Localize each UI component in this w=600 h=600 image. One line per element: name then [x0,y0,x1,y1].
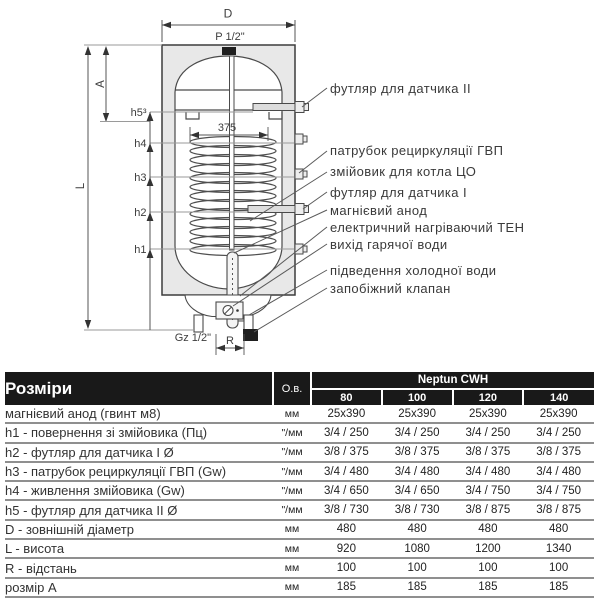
row-value: 3/4 / 250 [453,423,524,442]
row-value: 3/8 / 730 [382,500,453,519]
table-title: Розміри [5,372,273,405]
table-row [5,462,594,481]
sensor-sleeve-2 [253,102,309,113]
table-row [5,539,594,558]
dim-label-P: P 1/2" [215,31,245,43]
model-header-80: 80 [311,389,382,405]
table-row [5,578,594,597]
row-value: 3/4 / 750 [453,481,524,500]
dimensions-table [5,372,594,598]
dim-label-h1: h1 [134,244,147,256]
dim-label-A: A [95,80,107,88]
row-value: 100 [382,558,453,577]
callout-label: футляр для датчика I [330,185,467,200]
dim-label-L: L [75,182,87,190]
row-value: 480 [382,520,453,539]
dim-label-h3: h3 [134,172,147,184]
row-value: 185 [382,578,453,597]
cold-water-stub [194,315,203,332]
series-header: Neptun CWH [311,372,594,389]
spec-table-body [5,405,594,597]
callout-label: змійовик для котла ЦО [330,164,477,179]
row-value: 100 [523,558,594,577]
row-value: 25x390 [382,405,453,423]
row-value: 1080 [382,539,453,558]
callout-label: електричний нагріваючий ТЕН [330,220,525,235]
dim-label-h2: h2 [134,207,147,219]
row-value: 3/8 / 730 [311,500,382,519]
row-value: 3/8 / 375 [523,443,594,462]
callout-label: футляр для датчика II [330,81,471,96]
row-name: R - відстань [5,558,273,577]
row-unit: мм [273,539,311,558]
row-value: 1340 [523,539,594,558]
model-header-120: 120 [453,389,524,405]
sensor-sleeve-1 [248,204,309,215]
row-unit: "/мм [273,443,311,462]
row-unit: мм [273,558,311,577]
row-value: 185 [523,578,594,597]
row-unit: мм [273,520,311,539]
row-name: h3 - патрубок рециркуляції ГВП (Gw) [5,462,273,481]
unit-column-header: О.в. [273,372,311,405]
row-value: 3/4 / 480 [523,462,594,481]
table-row [5,423,594,442]
row-unit: мм [273,578,311,597]
row-value: 3/4 / 250 [523,423,594,442]
dim-label-R: R [226,335,234,347]
dim-label-Gz: Gz 1/2" [174,332,211,344]
row-value: 3/8 / 875 [453,500,524,519]
row-value: 3/4 / 480 [382,462,453,481]
row-value: 3/8 / 875 [523,500,594,519]
dimension-h-ladder [147,112,154,330]
dim-label-h5: h5³ [130,107,147,119]
row-value: 25x390 [523,405,594,423]
row-value: 3/4 / 250 [382,423,453,442]
table-row [5,481,594,500]
row-value: 3/4 / 480 [311,462,382,481]
callout-label: запобіжний клапан [330,281,451,296]
row-name: h2 - футляр для датчика I Ø [5,443,273,462]
row-value: 25x390 [453,405,524,423]
callout-label: вихід гарячої води [330,237,448,252]
row-unit: "/мм [273,500,311,519]
callout-label: магнієвий анод [330,203,428,218]
row-value: 3/4 / 250 [311,423,382,442]
dim-label-D: D [223,6,233,21]
row-value: 3/8 / 375 [382,443,453,462]
table-header [5,372,594,405]
row-value: 3/4 / 480 [453,462,524,481]
row-value: 100 [311,558,382,577]
row-value: 185 [311,578,382,597]
row-value: 3/4 / 750 [523,481,594,500]
row-name: магнієвий анод (гвинт м8) [5,405,273,423]
row-unit: мм [273,405,311,423]
row-value: 100 [453,558,524,577]
row-name: розмір A [5,578,273,597]
model-header-100: 100 [382,389,453,405]
top-outlet-stub [222,47,236,55]
dim-label-coil-width: 375 [217,122,237,134]
row-value: 1200 [453,539,524,558]
table-row [5,500,594,519]
row-value: 3/4 / 650 [311,481,382,500]
row-value: 3/8 / 375 [311,443,382,462]
table-row [5,520,594,539]
row-name: h1 - повернення зі змійовика (Пц) [5,423,273,442]
row-value: 480 [311,520,382,539]
row-value: 3/8 / 375 [453,443,524,462]
dim-label-h4: h4 [134,138,147,150]
row-value: 185 [453,578,524,597]
table-row [5,443,594,462]
row-name: L - висота [5,539,273,558]
model-header-140: 140 [523,389,594,405]
row-unit: "/мм [273,462,311,481]
row-name: D - зовнішній діаметр [5,520,273,539]
row-unit: "/мм [273,481,311,500]
callout-label: патрубок рециркуляції ГВП [330,143,504,158]
row-value: 3/4 / 650 [382,481,453,500]
row-value: 480 [453,520,524,539]
row-name: h5 - футляр для датчика II Ø [5,500,273,519]
row-value: 25x390 [311,405,382,423]
row-unit: "/мм [273,423,311,442]
side-stubs [295,134,307,254]
table-row [5,558,594,577]
row-value: 920 [311,539,382,558]
row-name: h4 - живлення змійовика (Gw) [5,481,273,500]
callout-label: підведення холодної води [330,263,497,278]
row-value: 480 [523,520,594,539]
table-row [5,405,594,423]
